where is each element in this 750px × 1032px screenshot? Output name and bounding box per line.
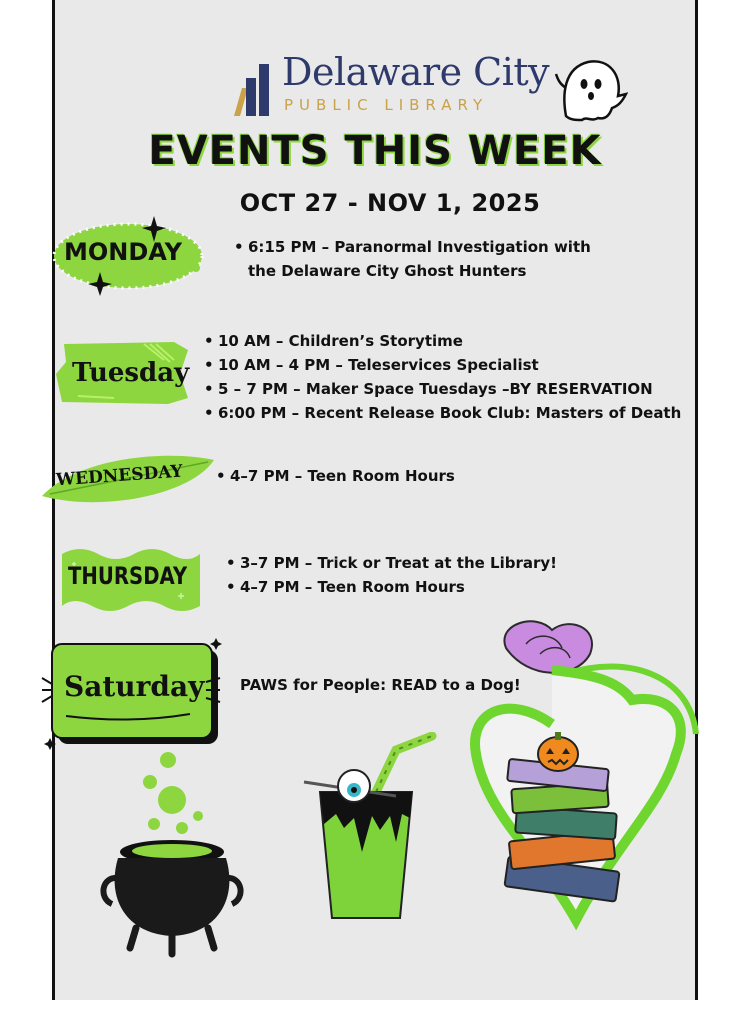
- cauldron-icon: [96, 748, 246, 958]
- page-title: EVENTS THIS WEEK: [148, 128, 602, 174]
- event-item: • 4–7 PM – Teen Room Hours: [216, 464, 455, 488]
- scallop-left: [0, 380, 26, 444]
- scallop-left: [0, 674, 26, 738]
- wednesday-events: [216, 464, 455, 488]
- ghost-icon: [552, 54, 628, 124]
- event-item: PAWS for People: READ to a Dog!: [240, 676, 521, 694]
- event-item-continued: the Delaware City Ghost Hunters: [248, 262, 527, 280]
- scallop-right: [724, 0, 750, 52]
- library-subtitle: PUBLIC LIBRARY: [284, 96, 489, 114]
- scallop-right: [724, 772, 750, 836]
- event-item: • 6:00 PM – Recent Release Book Club: Masters of Death: [204, 401, 681, 425]
- event-item: • 5 – 7 PM – Maker Space Tuesdays –BY RESERVATION: [204, 377, 681, 401]
- library-name: Delaware City: [282, 50, 550, 94]
- scallop-right: [724, 478, 750, 542]
- scallop-left: [0, 968, 26, 1032]
- library-logo: [232, 50, 550, 122]
- date-range: OCT 27 - NOV 1, 2025: [239, 189, 541, 217]
- tuesday-events: [204, 329, 681, 425]
- monday-label: MONDAY: [64, 238, 182, 266]
- event-item: • 10 AM – Children’s Storytime: [204, 329, 681, 353]
- thursday-events: [226, 551, 557, 599]
- scallop-right: [724, 968, 750, 1032]
- wednesday-label: WEDNESDAY: [55, 461, 184, 491]
- event-item: • 4–7 PM – Teen Room Hours: [226, 575, 557, 599]
- event-item: • 3–7 PM – Trick or Treat at the Library!: [226, 551, 557, 575]
- thursday-label: THURSDAY: [68, 562, 188, 590]
- scallop-right: [724, 674, 750, 738]
- scallop-right: [724, 282, 750, 346]
- scallop-left: [0, 772, 26, 836]
- scallop-left: [0, 282, 26, 346]
- scallop-right: [724, 870, 750, 934]
- book-bars-logo-icon: [232, 58, 276, 116]
- saturday-label: Saturday: [64, 670, 205, 703]
- scallop-left: [0, 870, 26, 934]
- eyeball-drink-icon: [296, 732, 440, 928]
- event-item: • 6:15 PM – Paranormal Investigation with: [234, 235, 591, 259]
- event-item: • 10 AM – 4 PM – Teleservices Specialist: [204, 353, 681, 377]
- heart-vine-books-icon: [466, 614, 702, 946]
- scallop-left: [0, 478, 26, 542]
- monday-events: [234, 235, 591, 283]
- scallop-right: [724, 380, 750, 444]
- scallop-left: [0, 576, 26, 640]
- tuesday-label: Tuesday: [72, 358, 190, 388]
- scallop-left: [0, 0, 26, 52]
- scallop-right: [724, 576, 750, 640]
